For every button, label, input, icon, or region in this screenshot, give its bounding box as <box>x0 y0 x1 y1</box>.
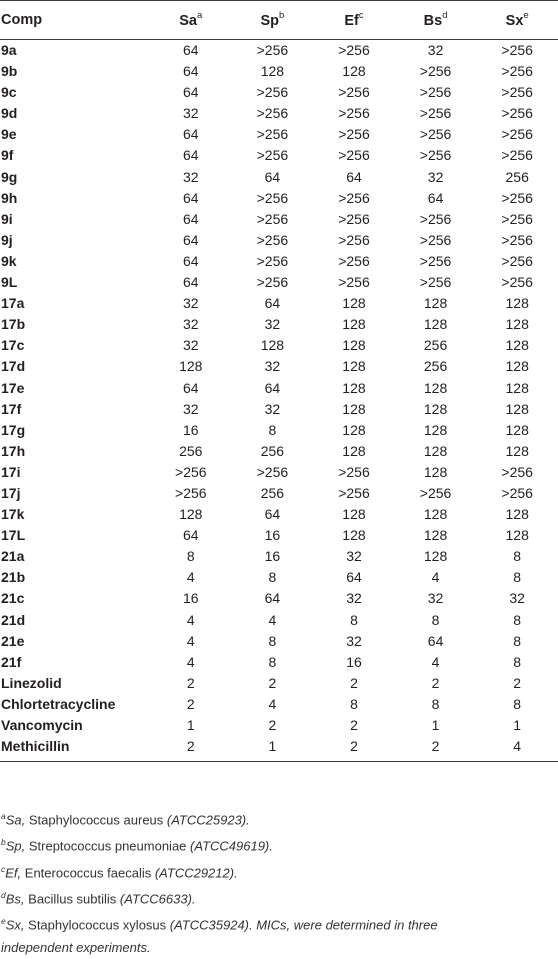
cell-ef: 32 <box>346 548 362 565</box>
header-sx: Sx$^e$ <box>476 1 558 40</box>
cell-sp: >256 <box>256 463 289 480</box>
cell-sa: 32 <box>183 316 199 333</box>
cell-sp: 2 <box>268 674 277 691</box>
footnote-marker: a <box>1 811 6 821</box>
table-row <box>0 399 558 420</box>
footnote-marker: e <box>1 916 6 927</box>
cell-comp: 9d <box>1 105 18 122</box>
cell-ef: >256 <box>338 463 370 480</box>
cell-sx: >256 <box>501 105 533 122</box>
cell-bs: 128 <box>423 316 448 333</box>
cell-comp: 17g <box>1 421 26 438</box>
cell-comp: 17f <box>1 400 22 417</box>
table-row <box>0 335 558 356</box>
cell-sx: >256 <box>501 42 533 58</box>
cell-bs: 32 <box>427 590 444 607</box>
cell-ef: 128 <box>342 506 366 523</box>
cell-sp: >256 <box>256 210 289 227</box>
table-body <box>0 40 558 762</box>
cell-bs: 2 <box>395 736 477 762</box>
cell-sa: 16 <box>183 421 199 438</box>
cell-ef: 2 <box>350 674 358 691</box>
cell-bs: >256 <box>419 105 452 122</box>
table-row <box>0 40 558 62</box>
cell-comp: Linezolid <box>1 674 62 691</box>
cell-sp: 8 <box>268 421 277 438</box>
footnote-organism: Staphylococcus aureus <box>25 812 167 828</box>
cell-sa: 64 <box>183 189 199 206</box>
cell-bs: 128 <box>423 506 448 523</box>
table-footnotes <box>0 805 558 959</box>
cell-sp: 1 <box>232 736 314 762</box>
table-row <box>0 588 558 609</box>
table-row <box>0 567 558 588</box>
cell-sp: 32 <box>264 358 281 375</box>
cell-sx: >256 <box>501 210 533 227</box>
cell-bs: 128 <box>423 442 448 459</box>
cell-sx: 2 <box>513 674 522 691</box>
cell-bs: >256 <box>419 274 452 291</box>
cell-comp: Vancomycin <box>1 717 83 733</box>
cell-sa: 8 <box>186 548 195 565</box>
header-sp: Sp$^b$ <box>232 1 314 40</box>
table-row <box>0 209 558 230</box>
cell-sp: 128 <box>260 337 285 354</box>
cell-sa: 64 <box>183 231 199 248</box>
table-row <box>0 124 558 145</box>
cell-sa: 64 <box>183 527 199 544</box>
cell-ef: 32 <box>346 632 362 649</box>
cell-sx: 128 <box>505 421 529 438</box>
cell-ef: >256 <box>338 42 370 58</box>
cell-comp: 9L <box>1 274 18 291</box>
cell-comp: 9k <box>1 252 17 269</box>
footnote-organism: Streptococcus pneumoniae <box>25 838 191 854</box>
cell-sa: 32 <box>183 168 199 185</box>
table-row <box>0 188 558 209</box>
cell-sa: 32 <box>183 337 199 354</box>
cell-comp: 9e <box>1 126 17 143</box>
cell-sx: 128 <box>505 337 529 354</box>
cell-bs: 64 <box>427 189 444 206</box>
table-row <box>0 230 558 251</box>
cell-sa: 32 <box>183 105 199 122</box>
cell-comp: 21b <box>1 569 26 586</box>
cell-bs: 8 <box>431 695 440 712</box>
table-row <box>0 652 558 673</box>
cell-sp: 256 <box>260 484 285 501</box>
cell-sp: 128 <box>260 63 285 80</box>
cell-sx: 128 <box>505 506 529 523</box>
footnote-organism: Staphylococcus xylosus <box>24 917 170 933</box>
cell-ef: 128 <box>342 442 366 459</box>
cell-comp: 17c <box>1 337 25 354</box>
cell-sp: >256 <box>256 105 289 122</box>
cell-comp: 21a <box>1 548 25 565</box>
footnote-d <box>0 884 558 910</box>
cell-sp: 2 <box>268 717 277 733</box>
footnote-abbreviation: Sp, <box>5 838 26 854</box>
cell-sp: 64 <box>264 590 281 607</box>
cell-bs: >256 <box>419 84 452 101</box>
table-row <box>0 441 558 462</box>
cell-comp: 9h <box>1 189 18 206</box>
table-row <box>0 314 558 335</box>
cell-ef: 128 <box>342 295 366 312</box>
footnote-a <box>0 805 558 831</box>
table-row <box>0 145 558 166</box>
header-ef: Ef$^c$ <box>313 1 395 40</box>
cell-sx: 8 <box>513 569 522 586</box>
cell-bs: 32 <box>427 42 444 58</box>
footnote-c <box>0 858 558 884</box>
cell-comp: Chlortetracycline <box>1 695 116 712</box>
cell-ef: 2 <box>313 736 395 762</box>
cell-bs: 128 <box>423 295 448 312</box>
footnote-e <box>0 910 558 936</box>
cell-bs: 2 <box>431 674 440 691</box>
cell-ef: >256 <box>338 231 370 248</box>
cell-sa: 4 <box>186 569 195 586</box>
cell-bs: 32 <box>427 168 444 185</box>
cell-sp: 64 <box>264 168 281 185</box>
cell-sp: 4 <box>268 695 277 712</box>
cell-sx: 4 <box>476 736 558 762</box>
table-row <box>0 272 558 293</box>
footnote-strain: (ATCC25923). <box>166 812 250 828</box>
cell-sp: 8 <box>268 632 277 649</box>
table-row <box>0 525 558 546</box>
cell-sx: >256 <box>501 126 533 143</box>
table-row <box>0 462 558 483</box>
cell-sa: 128 <box>179 506 203 523</box>
cell-comp: 9f <box>1 147 14 164</box>
cell-sx: 128 <box>505 400 529 417</box>
cell-ef: 128 <box>342 400 366 417</box>
cell-sx: 1 <box>513 717 522 733</box>
cell-sx: >256 <box>501 252 533 269</box>
footnote-marker: d <box>1 889 6 900</box>
cell-sp: 256 <box>260 442 285 459</box>
cell-ef: >256 <box>338 189 370 206</box>
cell-bs: 64 <box>427 632 444 649</box>
cell-sx: >256 <box>501 463 533 480</box>
cell-sa: 64 <box>183 84 199 101</box>
cell-ef: 32 <box>346 590 362 607</box>
cell-sa: 1 <box>186 717 195 733</box>
cell-ef: 128 <box>342 421 366 438</box>
table-row <box>0 546 558 567</box>
cell-ef: >256 <box>338 147 370 164</box>
table-row <box>0 631 558 652</box>
cell-comp: 17d <box>1 358 26 375</box>
cell-sa: 64 <box>183 274 199 291</box>
cell-comp: 9j <box>1 231 13 248</box>
cell-ef: 128 <box>342 358 366 375</box>
cell-comp: 17L <box>1 527 26 544</box>
cell-sx: >256 <box>501 484 533 501</box>
table-row <box>0 293 558 314</box>
table-row <box>0 715 558 736</box>
table-row <box>0 61 558 82</box>
footnote-marker: c <box>1 863 6 874</box>
cell-ef: 8 <box>350 611 358 628</box>
cell-ef: 128 <box>342 379 366 396</box>
header-sa: Sa$^a$ <box>150 1 232 40</box>
cell-bs: 4 <box>431 569 440 586</box>
cell-sa: 128 <box>179 358 203 375</box>
cell-sp: 64 <box>264 506 281 523</box>
cell-bs: 128 <box>423 463 448 480</box>
cell-ef: >256 <box>338 252 370 269</box>
cell-sp: 8 <box>268 653 277 670</box>
cell-sx: 128 <box>505 442 529 459</box>
table-row <box>0 356 558 377</box>
cell-sx: 128 <box>505 295 529 312</box>
cell-sp: 32 <box>264 316 281 333</box>
cell-sa: >256 <box>175 484 207 501</box>
cell-sx: >256 <box>501 231 533 248</box>
cell-ef: 128 <box>342 527 366 544</box>
cell-comp: 17j <box>1 484 21 501</box>
footnote-organism: Bacillus subtilis <box>24 891 120 907</box>
cell-sa: 64 <box>183 147 199 164</box>
cell-comp: 21f <box>1 653 22 670</box>
cell-bs: >256 <box>419 147 452 164</box>
cell-bs: >256 <box>419 126 452 143</box>
cell-bs: >256 <box>419 484 452 501</box>
table-row <box>0 610 558 631</box>
cell-sx: 32 <box>509 590 525 607</box>
cell-comp: 21c <box>1 590 25 607</box>
footnote-strain: (ATCC29212). <box>154 864 238 880</box>
cell-bs: 128 <box>423 379 448 396</box>
cell-sx: 256 <box>505 168 529 185</box>
cell-sa: 64 <box>183 210 199 227</box>
cell-sp: 8 <box>268 569 277 586</box>
table-row <box>0 103 558 124</box>
table-row <box>0 504 558 525</box>
cell-bs: 4 <box>431 653 440 670</box>
cell-bs: 256 <box>423 358 448 375</box>
cell-bs: 128 <box>423 548 448 565</box>
cell-comp: 17b <box>1 316 26 333</box>
cell-bs: 128 <box>423 400 448 417</box>
cell-sx: >256 <box>501 84 533 101</box>
cell-bs: 128 <box>423 421 448 438</box>
cell-sa: 32 <box>183 295 199 312</box>
cell-sa: 64 <box>183 379 199 396</box>
table-row <box>0 82 558 103</box>
cell-sx: >256 <box>501 147 533 164</box>
footnote-marker: b <box>1 837 6 848</box>
cell-sx: 8 <box>513 695 522 712</box>
cell-bs: 8 <box>431 611 440 628</box>
cell-bs: >256 <box>419 252 452 269</box>
table-row <box>0 736 558 762</box>
cell-sx: >256 <box>501 274 533 291</box>
cell-comp: 17i <box>1 463 21 480</box>
cell-sx: >256 <box>501 63 533 80</box>
cell-comp: Methicillin <box>0 736 150 762</box>
cell-bs: >256 <box>419 231 452 248</box>
header-comp: Comp <box>0 1 150 40</box>
cell-sx: 128 <box>505 358 529 375</box>
cell-bs: 256 <box>423 337 448 354</box>
cell-sp: 32 <box>264 400 281 417</box>
cell-sx: 128 <box>505 527 529 544</box>
cell-comp: 9i <box>1 210 13 227</box>
cell-sx: 128 <box>505 316 529 333</box>
footnote-strain: (ATCC49619). <box>190 838 273 854</box>
cell-comp: 17h <box>1 442 26 459</box>
cell-bs: 128 <box>423 527 448 544</box>
cell-comp: 17k <box>1 506 25 523</box>
cell-ef: 128 <box>342 316 366 333</box>
cell-sa: 16 <box>183 590 199 607</box>
cell-sp: 16 <box>264 527 281 544</box>
cell-sx: 128 <box>505 379 529 396</box>
cell-sp: >256 <box>256 147 289 164</box>
cell-ef: 64 <box>346 168 362 185</box>
footnote-abbreviation: Sa, <box>5 812 26 828</box>
cell-sp: 16 <box>264 548 281 565</box>
cell-comp: 9b <box>1 63 18 80</box>
cell-sp: 4 <box>268 611 277 628</box>
cell-ef: >256 <box>338 105 370 122</box>
cell-comp: 21d <box>1 611 26 628</box>
cell-ef: 2 <box>350 717 358 733</box>
cell-sp: >256 <box>256 42 289 58</box>
cell-sa: 256 <box>179 442 203 459</box>
footnote-abbreviation: Ef, <box>5 864 22 880</box>
cell-comp: 17a <box>1 295 25 312</box>
table-row <box>0 378 558 399</box>
cell-comp: 9c <box>1 84 17 101</box>
table-row <box>0 694 558 715</box>
cell-ef: >256 <box>338 274 370 291</box>
cell-sp: >256 <box>256 252 289 269</box>
cell-sp: 64 <box>264 295 281 312</box>
cell-sp: >256 <box>256 84 289 101</box>
cell-ef: >256 <box>338 484 370 501</box>
cell-sp: >256 <box>256 126 289 143</box>
cell-sa: 2 <box>186 695 195 712</box>
cell-bs: >256 <box>419 63 452 80</box>
cell-comp: 9g <box>1 168 18 185</box>
cell-sa: 4 <box>186 653 195 670</box>
header-bs: Bs$^d$ <box>395 1 477 40</box>
footnote-strain: (ATCC35924). MICs, were determined in three <box>169 917 438 933</box>
cell-sx: 8 <box>513 632 522 649</box>
cell-ef: 64 <box>346 569 362 586</box>
cell-ef: 128 <box>342 337 366 354</box>
footnote-organism: Enterococcus faecalis <box>21 864 155 880</box>
table-header <box>0 1 558 40</box>
cell-sa: 2 <box>150 736 232 762</box>
cell-sp: >256 <box>256 231 289 248</box>
cell-sp: >256 <box>256 274 289 291</box>
table-row <box>0 251 558 272</box>
cell-sa: 4 <box>186 632 195 649</box>
cell-comp: 9a <box>1 42 17 58</box>
cell-sa: 64 <box>183 252 199 269</box>
cell-sa: 64 <box>183 63 199 80</box>
cell-comp: 17e <box>1 379 25 396</box>
cell-comp: 21e <box>1 632 25 649</box>
table-row <box>0 167 558 188</box>
cell-sx: 8 <box>513 611 522 628</box>
footnote-abbreviation: Sx, <box>5 917 25 933</box>
cell-bs: >256 <box>419 210 452 227</box>
table-row <box>0 673 558 694</box>
cell-sa: 64 <box>183 42 199 58</box>
footnote-continuation: independent experiments. <box>1 939 151 955</box>
cell-sp: 64 <box>264 379 281 396</box>
cell-sa: 4 <box>186 611 195 628</box>
cell-ef: >256 <box>338 126 370 143</box>
cell-bs: 1 <box>431 717 440 733</box>
table-row <box>0 483 558 504</box>
cell-sa: 32 <box>183 400 199 417</box>
footnote-b <box>0 831 558 857</box>
header-row <box>0 1 558 40</box>
table-row <box>0 420 558 441</box>
cell-ef: >256 <box>338 84 370 101</box>
cell-sa: 2 <box>186 674 195 691</box>
cell-sa: >256 <box>175 463 207 480</box>
cell-ef: 8 <box>350 695 358 712</box>
cell-ef: >256 <box>338 210 370 227</box>
cell-ef: 16 <box>346 653 362 670</box>
cell-ef: 128 <box>342 63 366 80</box>
footnote-abbreviation: Bs, <box>5 891 25 907</box>
cell-sp: >256 <box>256 189 289 206</box>
footnote-strain: (ATCC6633). <box>119 891 196 907</box>
cell-sx: 8 <box>513 653 522 670</box>
cell-sx: 8 <box>513 548 522 565</box>
cell-sa: 64 <box>183 126 199 143</box>
cell-sx: >256 <box>501 189 533 206</box>
